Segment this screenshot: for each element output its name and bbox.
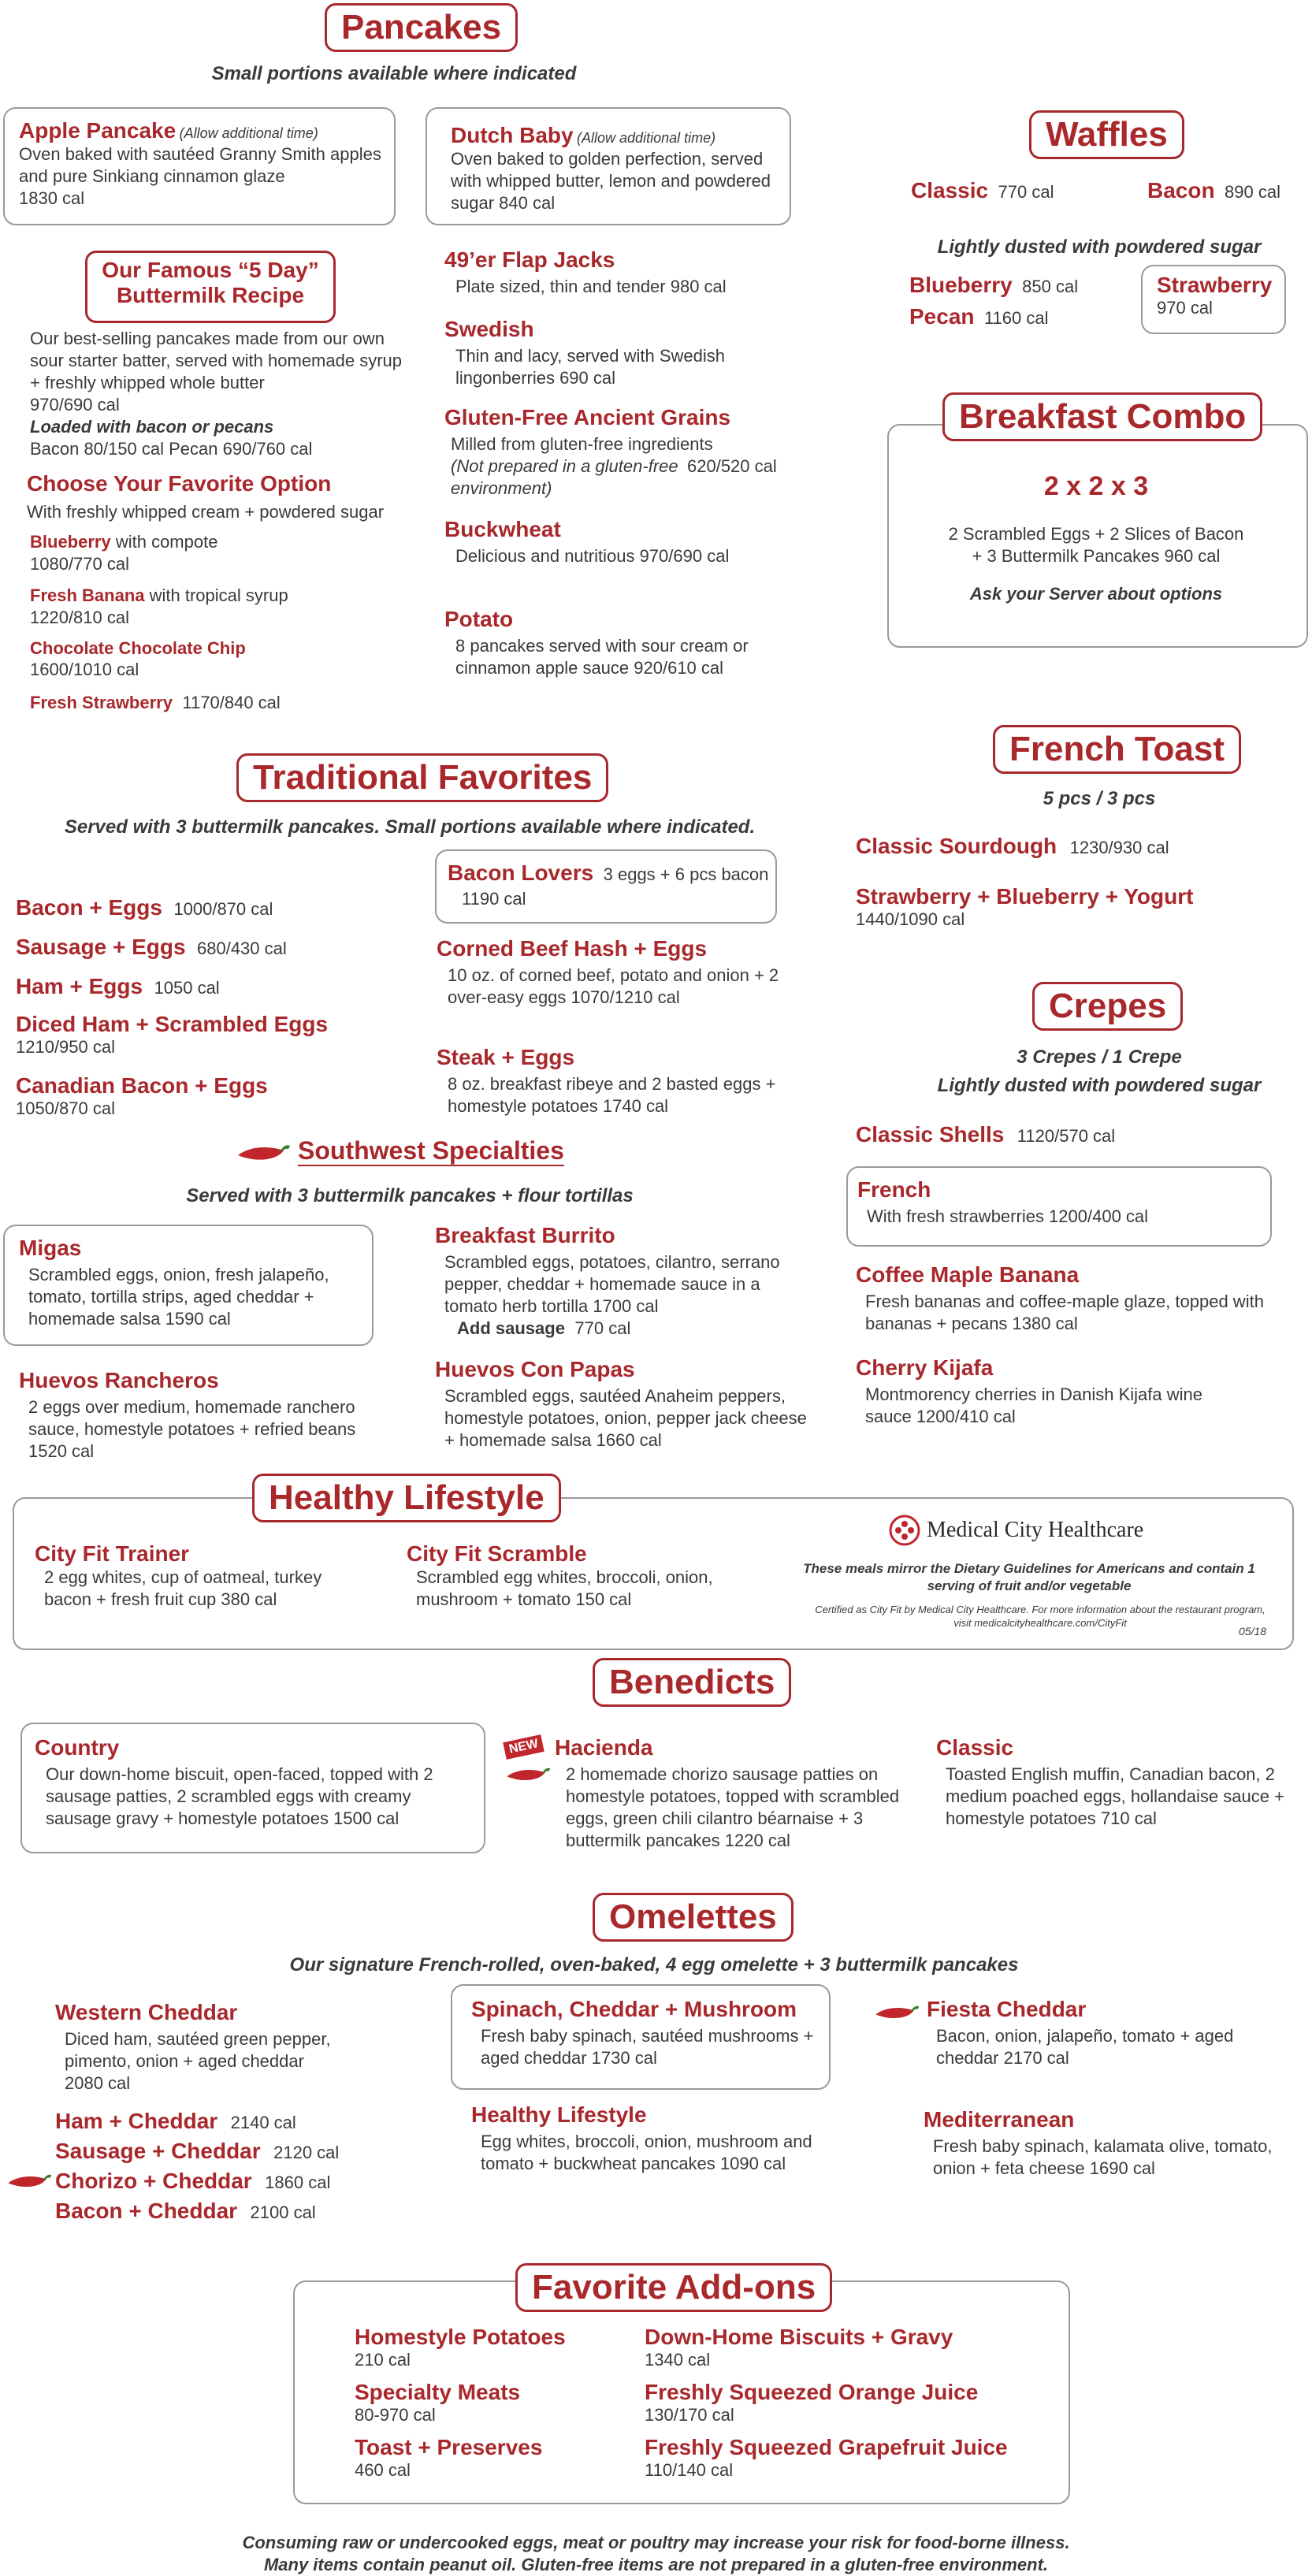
- waffle-blueberry: Blueberry 850 cal: [909, 273, 1079, 297]
- apple-pancake-name: Apple Pancake: [19, 118, 177, 143]
- omelette-bacon-cheddar: Bacon + Cheddar 2100 cal: [55, 2199, 316, 2223]
- chili-pepper-icon: [235, 1138, 292, 1166]
- apple-pancake-item: [19, 118, 389, 210]
- french-toast-title: French Toast: [993, 725, 1241, 774]
- crepes-sub2: Lightly dusted with powdered sugar: [937, 1075, 1262, 1096]
- omelette-ham-cheddar: Ham + Cheddar 2140 cal: [55, 2109, 296, 2133]
- dutch-baby-name: Dutch Baby: [451, 123, 574, 147]
- choose-option-desc: With freshly whipped cream + powdered sugar: [27, 502, 385, 522]
- choose-option: [27, 471, 421, 523]
- waffles-title: Waffles: [1029, 110, 1184, 159]
- famous-recipe-item: [30, 328, 416, 460]
- ft-strawberry-blueberry: Strawberry + Blueberry + Yogurt 1440/1090 cal: [856, 884, 1194, 929]
- dutch-baby-note: (Allow additional time): [577, 130, 716, 146]
- footer-line1: Consuming raw or undercooked eggs, meat or poultry may increase your risk for food-borne illness.: [242, 2533, 1070, 2552]
- combo-headline: 2 x 2 x 3: [1043, 471, 1149, 501]
- addon-potatoes: Homestyle Potatoes 210 cal: [355, 2325, 566, 2370]
- trad-bacon-eggs: Bacon + Eggs 1000/870 cal: [16, 895, 273, 920]
- ft-classic-sourdough: Classic Sourdough 1230/930 cal: [856, 834, 1169, 858]
- crepe-classic-shells: Classic Shells 1120/570 cal: [856, 1122, 1116, 1147]
- bacon-lovers-item: Bacon Lovers 3 eggs + 6 pcs bacon 1190 cal: [448, 861, 769, 909]
- addon-biscuits: Down-Home Biscuits + Gravy 1340 cal: [645, 2325, 953, 2370]
- pancakes-subtitle: Small portions available where indicated: [211, 63, 577, 84]
- city-fit-scramble: City Fit Scramble Scrambled egg whites, broccoli, onion, mushroom + tomato 150 cal: [407, 1541, 713, 1609]
- addon-specialty-meats: Specialty Meats 80-970 cal: [355, 2380, 521, 2425]
- waffle-pecan: Pecan 1160 cal: [909, 304, 1049, 329]
- flapjacks-item: 49’er Flap Jacks Plate sized, thin and tender 980 cal: [444, 247, 727, 296]
- option-blueberry: Blueberry with compote 1080/770 cal: [30, 532, 218, 574]
- omelette-mediterranean: Mediterranean Fresh baby spinach, kalamata olive, tomato, onion + feta cheese 1690 cal: [924, 2107, 1273, 2178]
- omelette-chorizo-cheddar: Chorizo + Cheddar 1860 cal: [55, 2169, 331, 2193]
- healthy-guideline: These meals mirror the Dietary Guidelines for Americans and contain 1 serving of fruit and/or vegetable: [803, 1561, 1255, 1593]
- option-banana: Fresh Banana with tropical syrup 1220/810 cal: [30, 585, 288, 627]
- medical-city-brand: Medical City Healthcare: [927, 1518, 1144, 1542]
- traditional-title: Traditional Favorites: [236, 753, 608, 802]
- benedict-hacienda: Hacienda 2 homemade chorizo sausage patties on homestyle potatoes, topped with scrambled eggs, green chili cilantro béarnaise + 3 buttermilk pancakes 1220 cal: [555, 1735, 900, 1850]
- chili-pepper-icon: [873, 2000, 920, 2024]
- famous-cal: 970/690 cal: [30, 395, 120, 414]
- benedict-country: Country Our down-home biscuit, open-faced, topped with 2 sausage patties, 2 scrambled eggs with creamy sausage gravy + homestyle potatoes 1500 cal: [35, 1735, 433, 1828]
- famous-desc: Our best-selling pancakes made from our own sour starter batter, served with homemade syrup + freshly whipped whole butter: [30, 329, 402, 392]
- medical-cross-icon: [889, 1515, 920, 1546]
- famous-loaded: Loaded with bacon or pecans: [30, 417, 274, 437]
- healthy-date: 05/18: [1239, 1625, 1267, 1637]
- addon-orange-juice: Freshly Squeezed Orange Juice 130/170 cal: [645, 2380, 979, 2425]
- omelette-sausage-cheddar: Sausage + Cheddar 2120 cal: [55, 2139, 340, 2163]
- breakfast-burrito-item: Breakfast Burrito Scrambled eggs, potatoes, cilantro, serrano pepper, cheddar + homemade sauce in a tomato herb tortilla 1700 cal Add sausage 770 cal: [435, 1223, 780, 1338]
- gluten-free-item: Gluten-Free Ancient Grains Milled from gluten-free ingredients (Not prepared in a gluten-free environment)620/520 cal: [444, 405, 777, 498]
- medical-city-logo: [889, 1515, 1143, 1546]
- dutch-baby-item: [451, 123, 774, 214]
- waffle-strawberry: Strawberry 970 cal: [1157, 273, 1273, 318]
- healthy-title: Healthy Lifestyle: [252, 1474, 561, 1522]
- famous-line2: Buttermilk Recipe: [116, 283, 305, 307]
- trad-ham-eggs: Ham + Eggs 1050 cal: [16, 974, 220, 998]
- southwest-subtitle: Served with 3 buttermilk pancakes + flour tortillas: [186, 1185, 634, 1206]
- crepes-title: Crepes: [1032, 982, 1183, 1031]
- waffle-classic: Classic 770 cal: [911, 178, 1054, 203]
- french-toast-subtitle: 5 pcs / 3 pcs: [1043, 788, 1156, 809]
- traditional-subtitle: Served with 3 buttermilk pancakes. Small portions available where indicated.: [64, 816, 756, 838]
- crepes-sub1: 3 Crepes / 1 Crepe: [1017, 1046, 1182, 1068]
- omelette-western: Western Cheddar Diced ham, sautéed green pepper, pimento, onion + aged cheddar 2080 cal: [55, 2000, 331, 2093]
- waffle-bacon: Bacon 890 cal: [1147, 178, 1280, 203]
- huevos-rancheros-item: Huevos Rancheros 2 eggs over medium, homemade ranchero sauce, homestyle potatoes + refried beans 1520 cal: [19, 1368, 356, 1461]
- benedicts-title: Benedicts: [593, 1658, 791, 1707]
- southwest-title: Southwest Specialties: [298, 1136, 564, 1165]
- trad-sausage-eggs: Sausage + Eggs 680/430 cal: [16, 935, 287, 959]
- crepe-cherry-kijafa: Cherry Kijafa Montmorency cherries in Danish Kijafa wine sauce 1200/410 cal: [856, 1355, 1202, 1426]
- chili-pepper-icon: [5, 2169, 54, 2192]
- famous-line1: Our Famous “5 Day”: [102, 258, 319, 282]
- addon-grapefruit-juice: Freshly Squeezed Grapefruit Juice 110/140 cal: [645, 2435, 1008, 2480]
- chili-pepper-icon: [504, 1762, 552, 1786]
- omelette-spinach: Spinach, Cheddar + Mushroom Fresh baby spinach, sautéed mushrooms + aged cheddar 1730 cal: [471, 1997, 814, 2068]
- migas-item: Migas Scrambled eggs, onion, fresh jalapeño, tomato, tortilla strips, aged cheddar + homemade salsa 1590 cal: [19, 1236, 329, 1329]
- apple-pancake-desc: Oven baked with sautéed Granny Smith apples and pure Sinkiang cinnamon glaze: [19, 144, 381, 186]
- steak-eggs-item: Steak + Eggs 8 oz. breakfast ribeye and 2 basted eggs + homestyle potatoes 1740 cal: [437, 1045, 776, 1116]
- trad-canadian-bacon: Canadian Bacon + Eggs 1050/870 cal: [16, 1073, 268, 1118]
- swedish-item: Swedish Thin and lacy, served with Swedish lingonberries 690 cal: [444, 317, 725, 388]
- footer-line2: Many items contain peanut oil. Gluten-free items are not prepared in a gluten-free environment.: [263, 2555, 1049, 2574]
- omelettes-title: Omelettes: [593, 1893, 794, 1942]
- combo-ask: Ask your Server about options: [969, 584, 1223, 604]
- pancakes-title: Pancakes: [325, 3, 518, 52]
- combo-desc2: + 3 Buttermilk Pancakes 960 cal: [972, 546, 1221, 566]
- corned-beef-item: Corned Beef Hash + Eggs 10 oz. of corned beef, potato and onion + 2 over-easy eggs 1070/1210 cal: [437, 936, 779, 1007]
- famous-loaded-cal: Bacon 80/150 cal Pecan 690/760 cal: [30, 439, 313, 459]
- healthy-cert: Certified as City Fit by Medical City Healthcare. For more information about the restaurant program, visit medicalcityhealthcare.com/CityFit: [815, 1604, 1266, 1629]
- choose-option-title: Choose Your Favorite Option: [27, 471, 332, 496]
- dutch-baby-desc: Oven baked to golden perfection, served with whipped butter, lemon and powdered sugar 840 cal: [451, 149, 771, 213]
- crepe-coffee-banana: Coffee Maple Banana Fresh bananas and coffee-maple glaze, topped with bananas + pecans 1380 cal: [856, 1262, 1264, 1333]
- omelette-healthy: Healthy Lifestyle Egg whites, broccoli, onion, mushroom and tomato + buckwheat pancakes 1090 cal: [471, 2102, 812, 2173]
- apple-pancake-cal: 1830 cal: [19, 188, 85, 208]
- omelettes-subtitle: Our signature French-rolled, oven-baked, 4 egg omelette + 3 buttermilk pancakes: [289, 1954, 1019, 1976]
- famous-recipe-badge: [85, 251, 336, 323]
- waffles-subtitle: Lightly dusted with powdered sugar: [937, 236, 1262, 258]
- omelette-fiesta: Fiesta Cheddar Bacon, onion, jalapeño, tomato + aged cheddar 2170 cal: [927, 1997, 1234, 2068]
- city-fit-trainer: City Fit Trainer 2 egg whites, cup of oatmeal, turkey bacon + fresh fruit cup 380 cal: [35, 1541, 322, 1609]
- combo-title: Breakfast Combo: [942, 392, 1262, 441]
- addons-title: Favorite Add-ons: [515, 2263, 832, 2312]
- huevos-con-papas-item: Huevos Con Papas Scrambled eggs, sautéed Anaheim peppers, homestyle potatoes, onion, pepper jack cheese + homemade salsa 1660 cal: [435, 1357, 807, 1450]
- option-chocolate: Chocolate Chocolate Chip 1600/1010 cal: [30, 638, 246, 679]
- potato-item: Potato 8 pancakes served with sour cream or cinnamon apple sauce 920/610 cal: [444, 607, 749, 678]
- trad-diced-ham: Diced Ham + Scrambled Eggs 1210/950 cal: [16, 1012, 329, 1057]
- apple-pancake-note: (Allow additional time): [179, 125, 318, 141]
- buckwheat-item: Buckwheat Delicious and nutritious 970/690 cal: [444, 517, 730, 566]
- benedict-classic: Classic Toasted English muffin, Canadian bacon, 2 medium poached eggs, hollandaise sauce + homestyle potatoes 710 cal: [936, 1735, 1284, 1828]
- crepe-french: French With fresh strawberries 1200/400 cal: [857, 1177, 1149, 1226]
- addon-toast: Toast + Preserves 460 cal: [355, 2435, 543, 2480]
- new-badge: NEW: [503, 1734, 544, 1760]
- combo-desc1: 2 Scrambled Eggs + 2 Slices of Bacon: [948, 524, 1244, 544]
- option-strawberry: Fresh Strawberry 1170/840 cal: [30, 693, 281, 712]
